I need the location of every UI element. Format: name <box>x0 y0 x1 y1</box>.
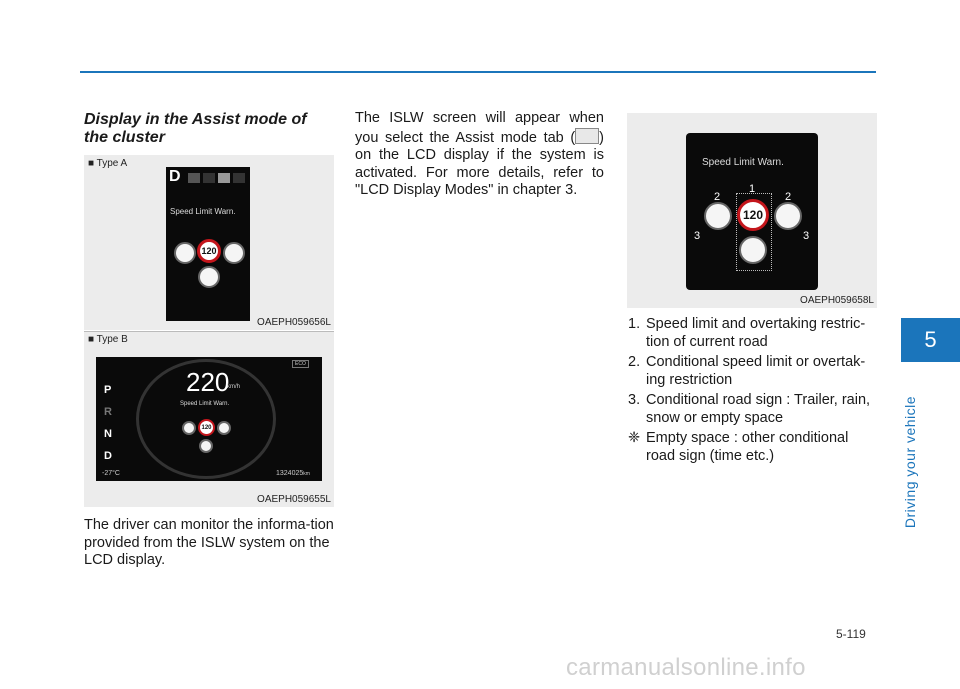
overtaking-sign-right-c <box>774 202 802 230</box>
eco-badge: ECO <box>292 360 309 368</box>
list-item-number: 3. <box>628 392 641 408</box>
figure-type-b-code: OAEPH059655L <box>257 494 331 505</box>
odometer-unit: km <box>303 471 310 477</box>
watermark: carmanualsonline.info <box>566 654 806 681</box>
list-item-text: Conditional road sign : Trailer, rain, snow or empty space <box>646 392 871 426</box>
assist-mode-tab-icon <box>575 128 599 144</box>
gear-column <box>104 379 112 467</box>
figure-type-b <box>84 331 334 507</box>
figure-type-b-label: ■ Type B <box>88 334 128 345</box>
list-item <box>628 392 880 427</box>
screen-title-c: Speed Limit Warn. <box>702 157 784 168</box>
conditional-sign-b <box>199 439 213 453</box>
gear-d: D <box>104 450 112 462</box>
gear-indicator: D <box>169 168 181 185</box>
overtaking-sign-left-b <box>182 421 196 435</box>
callout-2-left: 2 <box>714 191 721 203</box>
overtaking-sign-left <box>174 242 196 264</box>
chapter-side-label <box>890 372 930 552</box>
callout-1: 1 <box>749 183 756 195</box>
assist-tab-icon <box>188 173 200 183</box>
page-number: 5-119 <box>836 627 866 641</box>
figure-detail-code: OAEPH059658L <box>800 295 874 306</box>
list-item <box>628 354 880 389</box>
screen-title-a: Speed Limit Warn. <box>170 207 236 216</box>
overtaking-sign-right-b <box>217 421 231 435</box>
gear-r: R <box>104 406 112 418</box>
list-item-text: Speed limit and overtaking restric-tion of current road <box>646 316 866 350</box>
list-item-text: Empty space : other conditional road sign (time etc.) <box>646 430 849 464</box>
gear-p: P <box>104 384 112 396</box>
cluster-screen-a <box>166 167 250 321</box>
overtaking-sign-left-c <box>704 202 732 230</box>
speed-readout: 220 <box>186 367 230 397</box>
figure-type-a-code: OAEPH059656L <box>257 317 331 328</box>
assist-tab-active-icon <box>218 173 230 183</box>
callout-3-left: 3 <box>694 230 701 242</box>
gear-n: N <box>104 428 112 440</box>
callout-3-right: 3 <box>803 230 810 242</box>
intro-paragraph: The driver can monitor the informa-tion provided from the ISLW system on the LCD display. <box>84 517 334 568</box>
chapter-tab <box>901 318 960 362</box>
assist-paragraph-end: ) on the LCD display if the system is activated. For more details, refer to "LCD Display Modes" in chapter 3. <box>355 129 604 198</box>
conditional-sign-a <box>198 266 220 288</box>
top-rule <box>80 71 876 73</box>
legend-list <box>628 316 880 468</box>
odometer-readout <box>276 470 310 477</box>
list-item <box>628 430 880 465</box>
list-item-number: ❈ <box>628 430 641 446</box>
tab-strip <box>188 173 248 185</box>
settings-tab-icon <box>233 173 245 183</box>
cluster-screen-c <box>686 133 818 290</box>
temperature-unit: °C <box>112 470 120 477</box>
speed-limit-sign-a: 120 <box>197 239 221 263</box>
temperature-value: -27 <box>102 470 113 477</box>
speed-limit-sign-c: 120 <box>737 199 769 231</box>
figure-type-a-label: ■ Type A <box>88 158 128 169</box>
section-heading: Display in the Assist mode of the cluster <box>84 111 307 146</box>
temperature-readout <box>102 470 120 477</box>
list-item-number: 1. <box>628 316 641 332</box>
screen-title-b: Speed Limit Warn. <box>180 401 230 407</box>
figure-type-a <box>84 155 334 330</box>
list-item <box>628 316 880 351</box>
speed-limit-sign-b: 120 <box>198 419 215 436</box>
list-item-number: 2. <box>628 354 641 370</box>
cluster-screen-b <box>96 357 322 481</box>
overtaking-sign-right <box>223 242 245 264</box>
callout-2-right: 2 <box>785 191 792 203</box>
figure-detail <box>627 113 877 308</box>
chapter-title: Driving your vehicle <box>902 395 918 529</box>
speed-unit: km/h <box>227 384 241 390</box>
list-item-text: Conditional speed limit or overtak-ing restriction <box>646 354 866 388</box>
turn-tab-icon <box>203 173 215 183</box>
assist-paragraph <box>355 110 604 200</box>
odometer-value: 1324025 <box>276 470 304 477</box>
conditional-sign-c <box>739 236 767 264</box>
chapter-number: 5 <box>924 327 937 352</box>
assist-paragraph-start: The ISLW screen will appear when you select the Assist mode tab ( <box>355 110 604 146</box>
